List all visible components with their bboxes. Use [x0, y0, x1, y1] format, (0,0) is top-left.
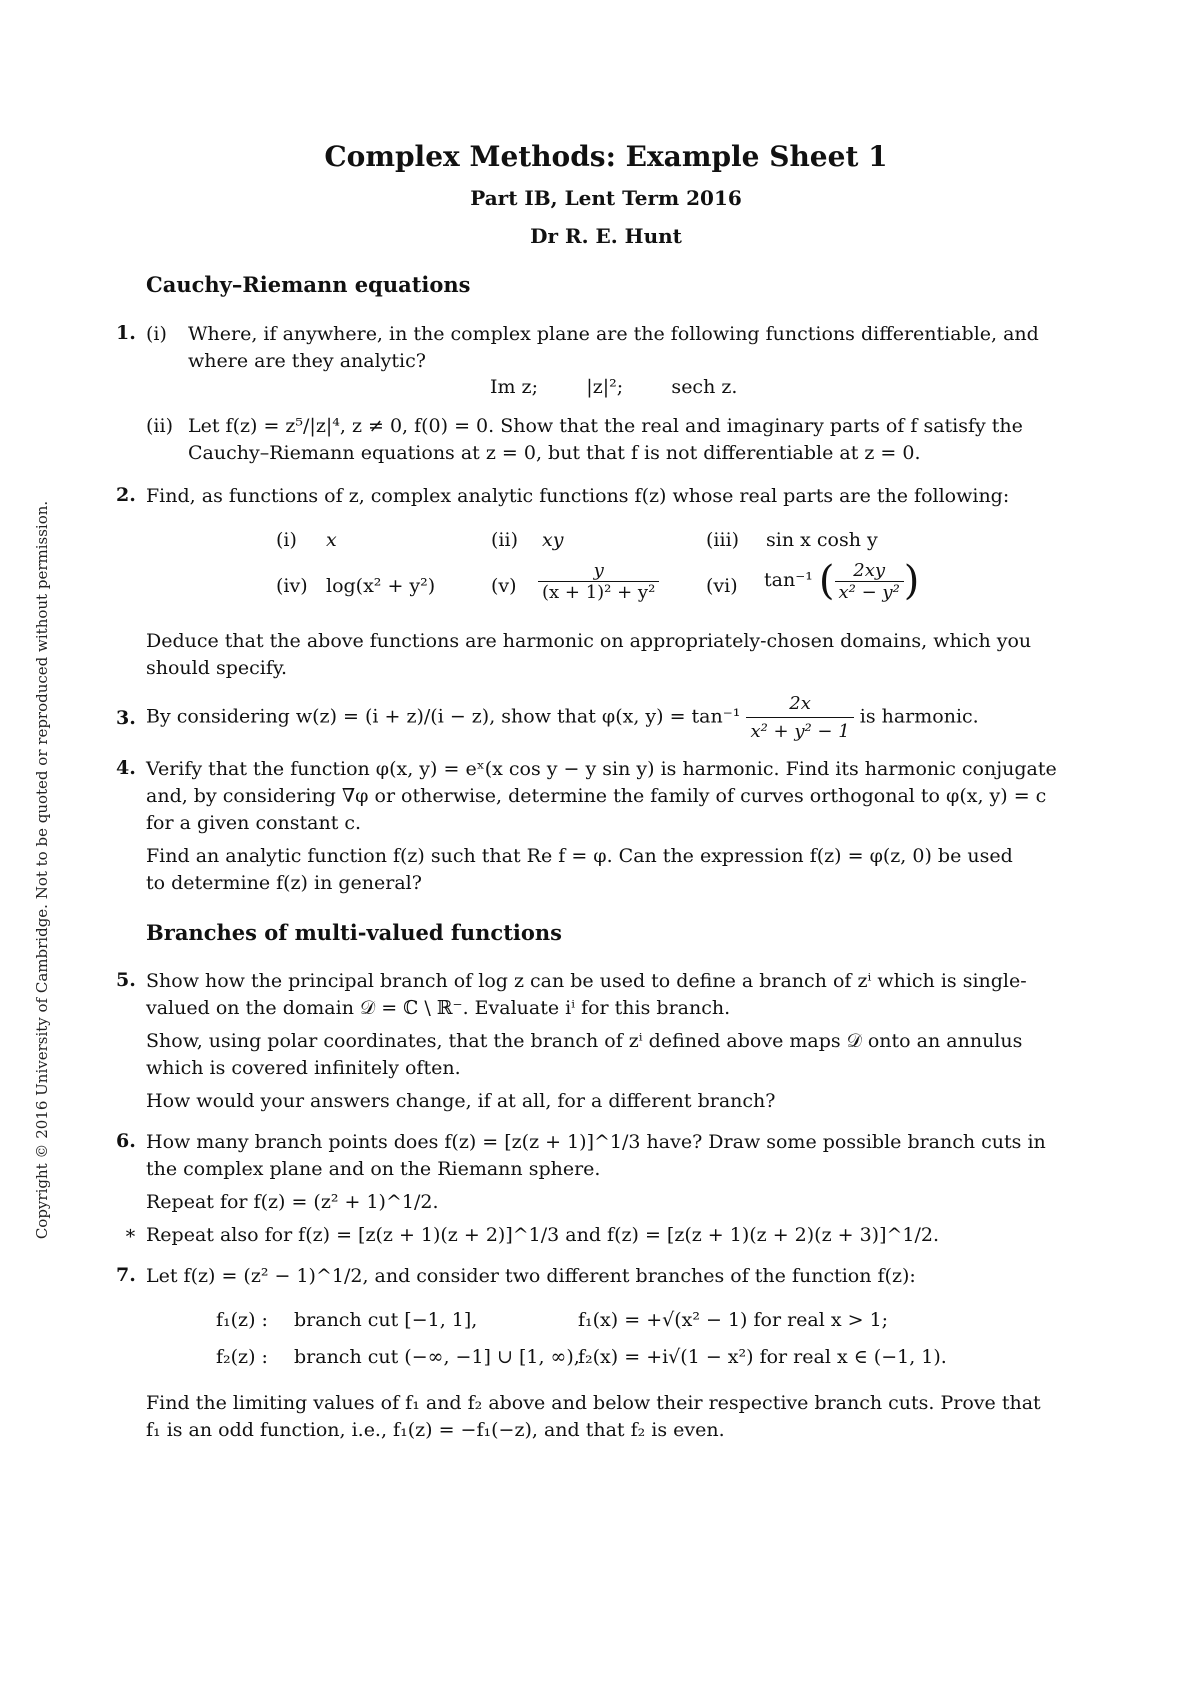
- q2-expr-v: [538, 560, 659, 603]
- q1-ii-text: Let f(z) = z⁵/|z|⁴, z ≠ 0, f(0) = 0. Show that the real and imaginary parts of f satisfy the: [188, 415, 1023, 437]
- q7-branch1-value: f₁(x) = +√(x² − 1) for real x > 1;: [578, 1309, 889, 1331]
- q2-fraction-v: [538, 560, 659, 603]
- q1-i-text: Where, if anywhere, in the complex plane are the following functions differentiable, and: [188, 323, 1039, 345]
- q4-number: 4.: [116, 757, 136, 779]
- q2-expr-ii: xy: [542, 529, 564, 551]
- sheet-subtitle: Part IB, Lent Term 2016: [470, 186, 742, 210]
- q2-vi-denominator: x² − y²: [835, 581, 904, 603]
- q1-i-text-cont: where are they analytic?: [188, 350, 426, 372]
- q2-expr-i: x: [326, 529, 337, 551]
- starred-marker: ∗: [124, 1222, 137, 1244]
- q1-functions: Im z; |z|²; sech z.: [490, 376, 738, 398]
- q5-line-1: Show how the principal branch of log z can be used to define a branch of zⁱ which is single-: [146, 970, 1027, 992]
- copyright-text: Copyright © 2016 University of Cambridge. Not to be quoted or reproduced without permission.: [33, 500, 51, 1240]
- q2-label-ii: (ii): [491, 529, 518, 551]
- q2-v-denominator: (x + 1)² + y²: [538, 581, 659, 603]
- q4-line-5: to determine f(z) in general?: [146, 872, 422, 894]
- q7-number: 7.: [116, 1264, 136, 1286]
- q1-part-i: [146, 321, 1066, 348]
- q2-label-iv: (iv): [276, 575, 308, 597]
- q4-line-3: for a given constant c.: [146, 812, 362, 834]
- sheet-author: Dr R. E. Hunt: [530, 224, 682, 248]
- q2-vi-close-paren: ): [903, 558, 920, 604]
- q6-line-4: Repeat also for f(z) = [z(z + 1)(z + 2)]^1/3 and f(z) = [z(z + 1)(z + 2)(z + 3)]^1/2.: [146, 1224, 940, 1246]
- q2-vi-prefix: tan⁻¹: [764, 569, 813, 591]
- q3-text: [146, 690, 979, 745]
- q2-expr-iv: log(x² + y²): [326, 575, 436, 597]
- q2-label-vi: (vi): [706, 575, 738, 597]
- q2-fraction-vi: [835, 560, 904, 603]
- section-cauchy-riemann: Cauchy–Riemann equations: [146, 272, 471, 297]
- q2-label-iii: (iii): [706, 529, 740, 551]
- q6-number: 6.: [116, 1130, 136, 1152]
- q2-expr-iii: sin x cosh y: [766, 529, 878, 551]
- q7-line-1: Let f(z) = (z² − 1)^1/2, and consider two different branches of the function f(z):: [146, 1265, 916, 1287]
- q5-number: 5.: [116, 969, 136, 991]
- q2-v-numerator: y: [593, 560, 604, 581]
- q3-tail: is harmonic.: [859, 705, 979, 728]
- q1-ii-text-cont: Cauchy–Riemann equations at z = 0, but that f is not differentiable at z = 0.: [188, 442, 921, 464]
- q5-line-5: How would your answers change, if at all, for a different branch?: [146, 1090, 776, 1112]
- q2-label-i: (i): [276, 529, 297, 551]
- q4-line-1: Verify that the function φ(x, y) = eˣ(x cos y − y sin y) is harmonic. Find its harmonic conjugate: [146, 758, 1057, 780]
- q2-vi-open-paren: (: [818, 558, 835, 604]
- q5-line-4: which is covered infinitely often.: [146, 1057, 461, 1079]
- q7-branch2-cut: branch cut (−∞, −1] ∪ [1, ∞),: [294, 1346, 580, 1368]
- q1-part-ii: [146, 413, 1066, 440]
- sheet-title: Complex Methods: Example Sheet 1: [324, 140, 888, 173]
- q2-vi-numerator: 2xy: [853, 559, 886, 581]
- q5-line-3: Show, using polar coordinates, that the branch of zⁱ defined above maps 𝒟 onto an annulus: [146, 1030, 1023, 1052]
- q7-branch2-name: f₂(z) :: [216, 1346, 268, 1368]
- q2-deduce: Deduce that the above functions are harmonic on appropriately-chosen domains, which you: [146, 630, 1032, 652]
- q2-number: 2.: [116, 484, 136, 506]
- q6-line-3: Repeat for f(z) = (z² + 1)^1/2.: [146, 1191, 439, 1213]
- q6-line-1: How many branch points does f(z) = [z(z + 1)]^1/3 have? Draw some possible branch cuts in: [146, 1131, 1046, 1153]
- q2-label-v: (v): [491, 575, 517, 597]
- section-branches: Branches of multi-valued functions: [146, 920, 562, 945]
- q7-line-2: Find the limiting values of f₁ and f₂ above and below their respective branch cuts. Prove that: [146, 1392, 1041, 1414]
- q2-text: Find, as functions of z, complex analytic functions f(z) whose real parts are the following:: [146, 485, 1010, 507]
- q3-text-main: By considering w(z) = (i + z)/(i − z), show that φ(x, y) = tan⁻¹: [146, 705, 741, 728]
- q3-numerator: 2x: [789, 693, 811, 714]
- q7-branch2-value: f₂(x) = +i√(1 − x²) for real x ∈ (−1, 1).: [578, 1346, 947, 1368]
- q7-branch1-cut: branch cut [−1, 1],: [294, 1309, 478, 1331]
- q3-number: 3.: [116, 707, 136, 729]
- q6-line-2: the complex plane and on the Riemann sphere.: [146, 1158, 601, 1180]
- q7-line-3: f₁ is an odd function, i.e., f₁(z) = −f₁(−z), and that f₂ is even.: [146, 1419, 725, 1441]
- copyright-notice: [22, 480, 62, 1260]
- q1-ii-label: (ii): [146, 415, 173, 437]
- q3-fraction: [746, 690, 853, 745]
- q3-denominator: x² + y² − 1: [746, 717, 853, 745]
- q1-number: 1.: [116, 322, 136, 344]
- q2-expr-vi: [764, 558, 919, 604]
- q4-line-2: and, by considering ∇φ or otherwise, determine the family of curves orthogonal to φ(x, y) = c: [146, 785, 1047, 807]
- q1-i-label: (i): [146, 323, 167, 345]
- q4-line-4: Find an analytic function f(z) such that Re f = φ. Can the expression f(z) = φ(z, 0) be used: [146, 845, 1013, 867]
- q2-deduce-cont: should specify.: [146, 657, 288, 679]
- q7-branch1-name: f₁(z) :: [216, 1309, 268, 1331]
- q5-line-2: valued on the domain 𝒟 = ℂ \ ℝ⁻. Evaluate iⁱ for this branch.: [146, 997, 731, 1019]
